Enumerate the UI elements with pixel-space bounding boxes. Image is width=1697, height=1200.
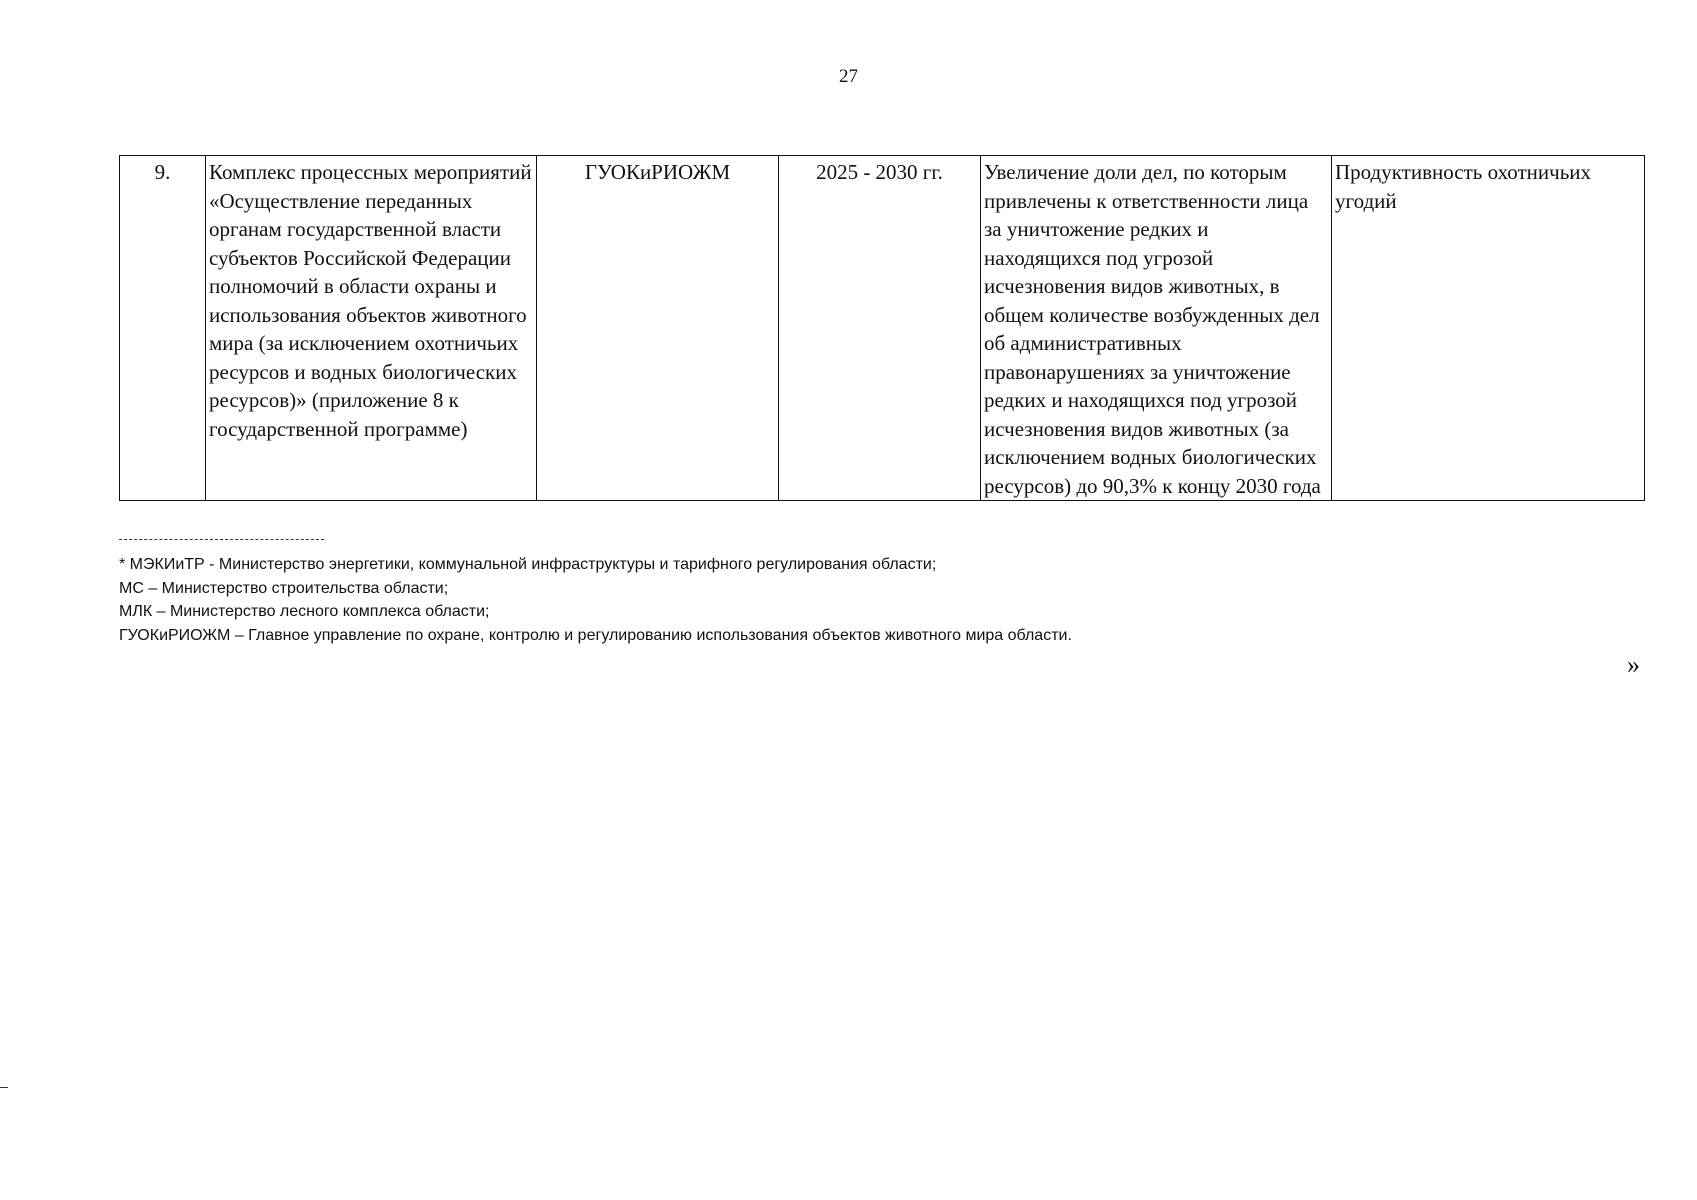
table-row: [120, 156, 1645, 501]
activity-name: Комплекс процессных мероприятий «Осуществление переданных органам государственной власти субъектов Российской Федерации полномочий в области охраны и использования объектов животного мира (за исключением охотничьих ресурсов и водных биологических ресурсов)» (приложение 8 к государственной программе): [206, 156, 537, 501]
footnote-item: ГУОКиРИОЖМ – Главное управление по охране, контролю и регулированию использования объектов животного мира области.: [119, 626, 1072, 644]
expected-result: Увеличение доли дел, по которым привлечены к ответственности лица за уничтожение редких и находящихся под угрозой исчезновения видов животных, в общем количестве возбужденных дел об административных правонарушениях за уничтожение редких и находящихся под угрозой исчезновения видов животных (за исключением водных биологических ресурсов) до 90,3% к концу 2030 года: [981, 156, 1332, 501]
footnotes: [119, 553, 1569, 647]
margin-mark: [0, 1087, 8, 1088]
footnote-item: * МЭКИиТР - Министерство энергетики, коммунальной инфраструктуры и тарифного регулирования области;: [119, 556, 937, 573]
closing-quote: »: [1627, 650, 1640, 679]
indicator: Продуктивность охотничьих угодий: [1332, 156, 1645, 501]
row-number: 9.: [120, 156, 206, 501]
implementation-period: 2025 - 2030 гг.: [779, 156, 981, 501]
footnote-separator: [119, 539, 324, 540]
program-table: [119, 155, 1645, 501]
footnote-item: МС – Министерство строительства области;: [119, 579, 449, 597]
footnote-item: МЛК – Министерство лесного комплекса области;: [119, 603, 490, 620]
page-number: 27: [839, 66, 858, 87]
responsible-body: ГУОКиРИОЖМ: [537, 156, 779, 501]
